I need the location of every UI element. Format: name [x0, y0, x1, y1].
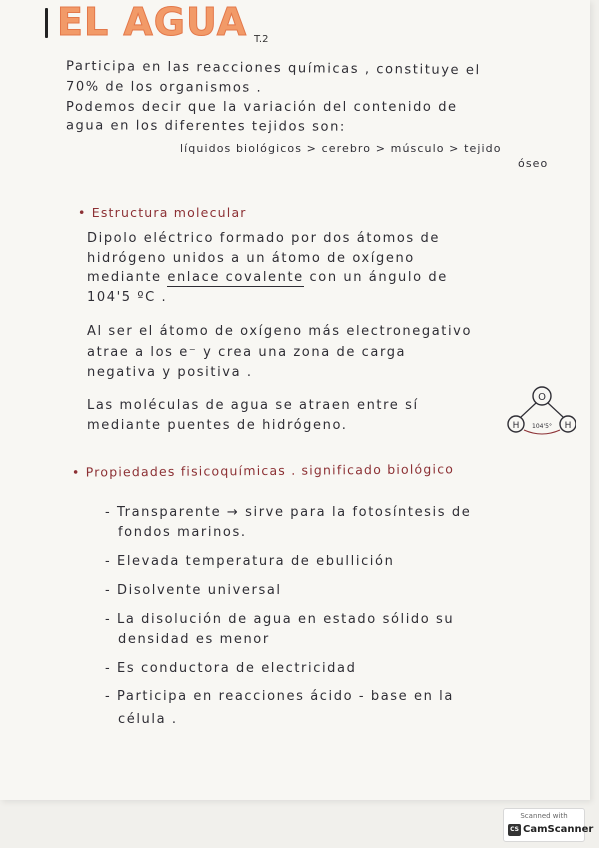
prop-line-2: fondos marinos. — [118, 525, 247, 540]
intro-line-4: agua en los diferentes tejidos son: — [65, 118, 346, 135]
electroneg-line-3: negativa y positiva . — [87, 365, 253, 380]
margin-mark — [45, 8, 48, 38]
dipolo-line-3-post: con un ángulo de — [309, 270, 448, 285]
camscanner-logo-icon: CS — [508, 824, 521, 836]
puentes-line-1: Las moléculas de agua se atraen entre sí — [87, 398, 419, 413]
prop-line-7: - Es conductora de electricidad — [105, 661, 357, 676]
section-heading-propiedades: • Propiedades fisicoquímicas . significado biológico — [71, 461, 455, 480]
scanned-with-text: Scanned with — [520, 812, 568, 820]
angle-arc — [524, 430, 560, 434]
dipolo-line-3 — [87, 271, 448, 284]
enlace-covalente-text: enlace covalente — [167, 270, 304, 285]
prop-line-1: - Transparente → sirve para la fotosíntesis de — [105, 505, 472, 520]
tissue-order-line-1: líquidos biológicos > cerebro > músculo > tejido — [180, 142, 502, 155]
camscanner-brand: CamScanner — [523, 824, 594, 835]
bond-right — [548, 403, 563, 417]
hydrogen-left-label: H — [512, 421, 520, 431]
dipolo-line-4: 104'5 ºC . — [87, 290, 168, 305]
prop-line-4: - Disolvente universal — [105, 583, 282, 598]
intro-line-3: Podemos decir que la variación del contenido de — [66, 100, 458, 115]
intro-line-2: 70% de los organismos . — [65, 79, 263, 96]
prop-line-9: célula . — [118, 712, 178, 727]
prop-line-5: - La disolución de agua en estado sólido su — [105, 612, 455, 627]
oxygen-atom-label: O — [538, 392, 546, 403]
hydrogen-right-label: H — [564, 421, 572, 431]
puentes-line-2: mediante puentes de hidrógeno. — [87, 418, 348, 433]
prop-line-6: densidad es menor — [118, 632, 270, 647]
water-molecule-diagram — [506, 384, 576, 440]
prop-line-8: - Participa en reacciones ácido - base en la — [105, 689, 454, 704]
electroneg-line-2: atrae a los e⁻ y crea una zona de carga — [87, 345, 407, 360]
camscanner-watermark — [503, 808, 594, 842]
angle-label: 104'5° — [532, 423, 552, 430]
bond-left — [521, 403, 536, 417]
dipolo-line-3-pre: mediante — [87, 270, 162, 285]
tissue-order-line-2: óseo — [518, 157, 549, 170]
dipolo-line-2: hidrógeno unidos a un átomo de oxígeno — [87, 251, 415, 266]
section-heading-estructura: • Estructura molecular — [78, 205, 247, 220]
page-title: EL AGUA — [57, 0, 248, 44]
topic-tag: T.2 — [254, 34, 269, 45]
intro-line-1: Participa en las reacciones químicas , constituye el — [65, 58, 481, 79]
prop-line-3: - Elevada temperatura de ebullición — [105, 554, 395, 569]
electroneg-line-1: Al ser el átomo de oxígeno más electronegativo — [87, 324, 473, 339]
dipolo-line-1: Dipolo eléctrico formado por dos átomos de — [87, 231, 440, 246]
